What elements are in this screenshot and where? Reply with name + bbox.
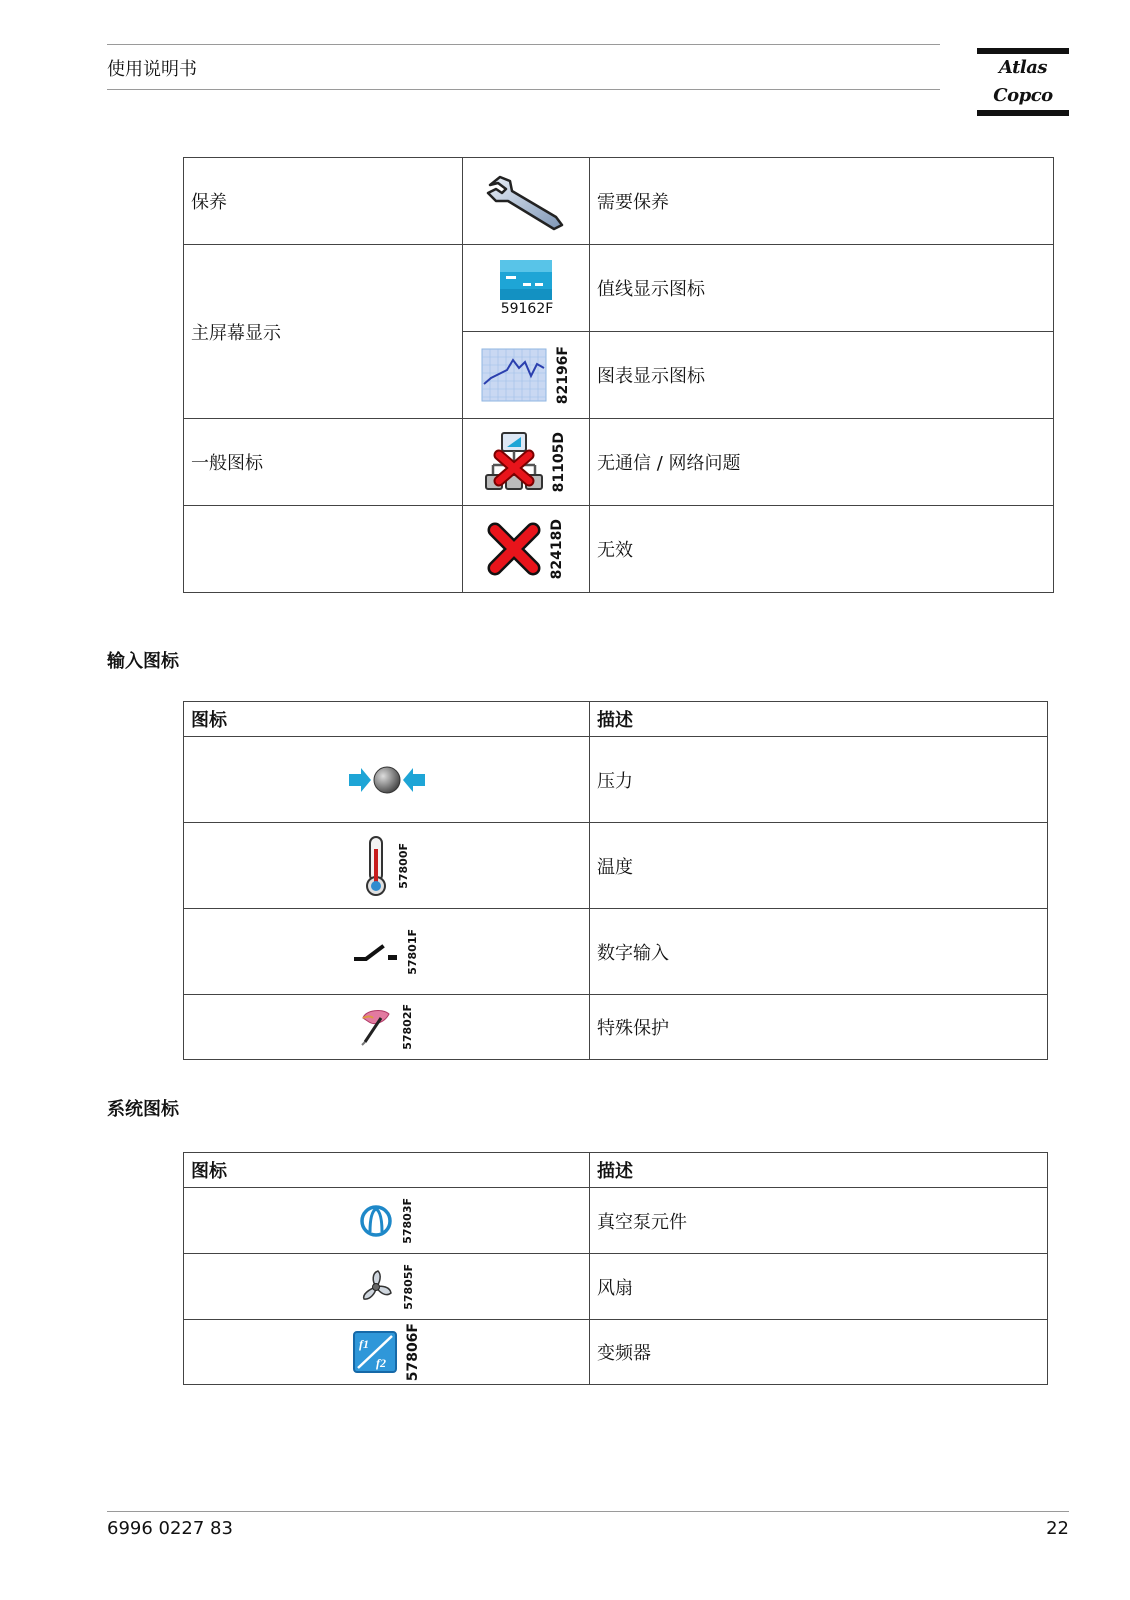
icon-code: 57805F: [401, 1263, 415, 1310]
table-row: [184, 737, 1048, 823]
category-cell: 保养: [184, 158, 463, 245]
page-number: 22: [1046, 1518, 1069, 1539]
icon-code: 59162F: [500, 301, 554, 317]
table-row: [184, 823, 1048, 909]
value-lines-icon: [499, 259, 553, 301]
icon-code: 57803F: [400, 1197, 414, 1244]
description-cell: 真空泵元件: [590, 1188, 1048, 1254]
invalid-icon: [487, 522, 541, 576]
atlas-copco-logo: Atlas Copco: [977, 48, 1069, 116]
header-top-rule: [107, 44, 940, 45]
table-row: [184, 1254, 1048, 1320]
table-header-row: [184, 1153, 1048, 1188]
description-cell: 需要保养: [590, 158, 1054, 245]
category-cell: [184, 506, 463, 593]
description-cell: 值线显示图标: [590, 245, 1054, 332]
description-cell: 压力: [590, 737, 1048, 823]
system-icons-table: [183, 1152, 1048, 1385]
table-row: [184, 995, 1048, 1060]
table-row: [184, 158, 1054, 245]
document-title: 使用说明书: [107, 59, 197, 80]
special-protection-icon: [359, 1008, 393, 1046]
category-cell: 一般图标: [184, 419, 463, 506]
table-row: [184, 1188, 1048, 1254]
pressure-icon: [349, 765, 425, 795]
input-icons-table: [183, 701, 1048, 1060]
fan-icon: [358, 1269, 394, 1305]
description-cell: 无效: [590, 506, 1054, 593]
table-header-row: [184, 702, 1048, 737]
header-bottom-rule: [107, 89, 940, 90]
description-cell: 无通信 / 网络问题: [590, 419, 1054, 506]
description-cell: 图表显示图标: [590, 332, 1054, 419]
svg-text:f2: f2: [375, 1356, 386, 1370]
frequency-converter-icon: [352, 1330, 398, 1374]
section-title-input-icons: 输入图标: [107, 651, 179, 672]
table-row: [184, 1320, 1048, 1385]
digital-input-icon: [354, 941, 398, 963]
no-communication-icon: [485, 431, 543, 493]
chart-display-icon: [481, 348, 547, 402]
icon-code: 57806F: [405, 1322, 422, 1382]
column-header-icon: 图标: [184, 702, 590, 737]
category-cell: 主屏幕显示: [184, 245, 463, 419]
svg-text:f1: f1: [358, 1337, 369, 1351]
column-header-description: 描述: [590, 702, 1048, 737]
icon-code: 82196F: [554, 345, 571, 405]
description-cell: 特殊保护: [590, 995, 1048, 1060]
table-row: [184, 506, 1054, 593]
icon-code: 57801F: [405, 928, 419, 975]
section-title-system-icons: 系统图标: [107, 1099, 179, 1120]
vacuum-pump-icon: [359, 1204, 393, 1238]
description-cell: 温度: [590, 823, 1048, 909]
description-cell: 风扇: [590, 1254, 1048, 1320]
general-icons-table: [183, 157, 1054, 593]
thermometer-icon: [363, 835, 389, 897]
icon-code: 57802F: [400, 1004, 414, 1050]
column-header-description: 描述: [590, 1153, 1048, 1188]
icon-code: 81105D: [550, 431, 567, 493]
document-number: 6996 0227 83: [107, 1518, 233, 1539]
icon-code: 57800F: [396, 842, 410, 889]
footer-rule: [107, 1511, 1069, 1512]
table-row: [184, 419, 1054, 506]
description-cell: 变频器: [590, 1320, 1048, 1385]
icon-code: 82418D: [548, 518, 565, 580]
column-header-icon: 图标: [184, 1153, 590, 1188]
description-cell: 数字输入: [590, 909, 1048, 995]
table-row: [184, 245, 1054, 332]
wrench-icon: [484, 171, 568, 231]
table-row: [184, 909, 1048, 995]
